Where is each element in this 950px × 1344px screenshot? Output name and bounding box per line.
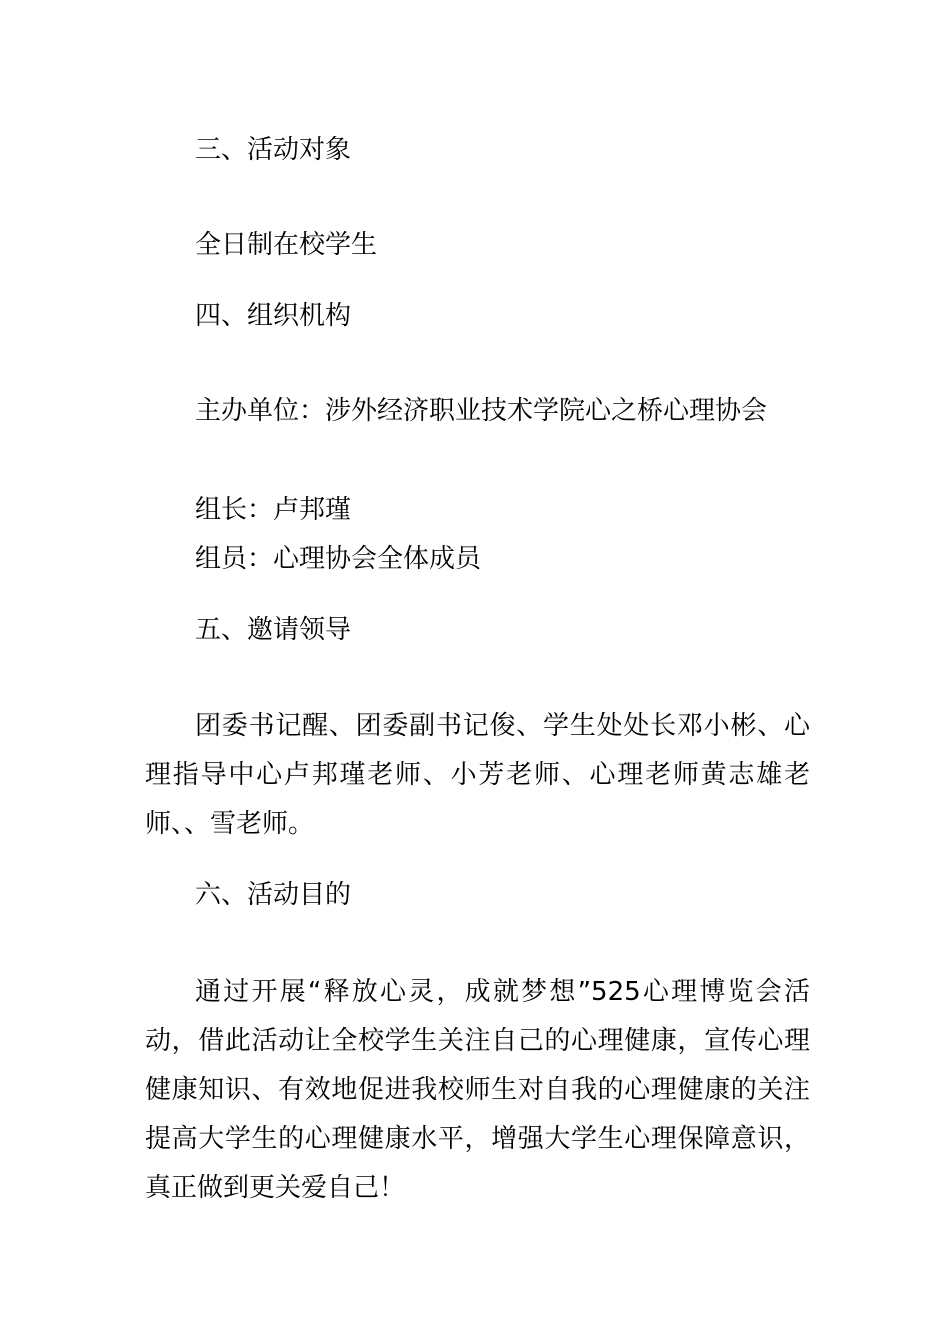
section-heading-3: 三、活动对象 [195,135,352,165]
invited-leaders-paragraph: 团委书记醒、团委副书记俊、学生处处长邓小彬、心理指导中心卢邦瑾老师、小芳老师、心理老师黄志雄老师、、雪老师。 [145,711,810,839]
members-text: 组员：心理协会全体成员 [195,544,482,574]
purpose-paragraph: 通过开展“释放心灵，成就梦想”525心理博览会活动，借此活动让全校学生关注自己的心理健康，宣传心理健康知识、有效地促进我校师生对自我的心理健康的关注提高大学生的心理健康水平，增强大学生心理保障意识，真正做到更关爱自己！ [145,977,810,1203]
section-heading-6: 六、活动目的 [195,880,352,910]
leader-text: 组长：卢邦瑾 [195,495,352,525]
organizer-text: 主办单位：涉外经济职业技术学院心之桥心理协会 [195,396,768,426]
section-heading-4: 四、组织机构 [195,301,352,331]
section-heading-5: 五、邀请领导 [195,615,352,645]
participants-text: 全日制在校学生 [195,230,378,260]
